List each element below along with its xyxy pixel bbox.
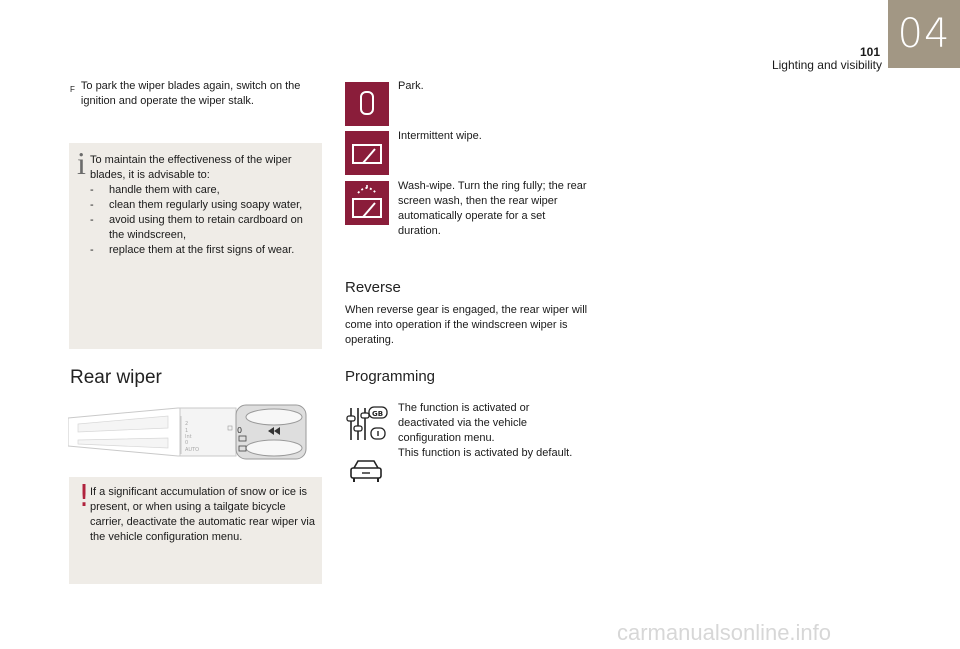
settings-sliders-icon: [344, 404, 390, 449]
warning-text: If a significant accumulation of snow or ice is present, or when using a tailgate bicycle carrier, deactivate the automatic rear wiper via the vehicle configuration menu.: [90, 486, 315, 543]
warning-icon: !: [78, 479, 91, 514]
list-item: - clean them regularly using soapy water,: [90, 199, 303, 211]
bullet-flag-icon: F: [70, 85, 75, 94]
svg-text:0: 0: [185, 440, 189, 446]
programming-heading: Programming: [345, 368, 436, 385]
info-list: [90, 183, 316, 258]
list-item: - replace them at the first signs of wear.: [90, 244, 295, 256]
section-title: Lighting and visibility: [771, 58, 882, 72]
svg-text:Int: Int: [185, 434, 192, 440]
wash-wipe-icon: [345, 181, 389, 225]
wiper-stalk-illustration: [68, 402, 322, 462]
intermittent-wipe-icon: [345, 131, 389, 175]
list-item: - avoid using them to retain cardboard on the windscreen,: [90, 214, 303, 241]
reverse-heading: Reverse: [345, 279, 401, 296]
rear-wiper-heading: Rear wiper: [70, 367, 162, 388]
park-instruction-text: To park the wiper blades again, switch on the ignition and operate the wiper stalk.: [80, 80, 301, 107]
info-icon: i: [77, 145, 86, 181]
svg-text:2: 2: [185, 421, 189, 427]
info-intro: To maintain the effectiveness of the wiper blades, it is advisable to:: [90, 154, 292, 181]
svg-text:AUTO: AUTO: [185, 447, 200, 453]
vehicle-icon: [344, 458, 388, 489]
warning-box: [69, 477, 322, 584]
wash-wipe-label: Wash-wipe. Turn the ring fully; the rear screen wash, then the rear wiper automatically operate for a set duration.: [398, 180, 587, 237]
chapter-tab: [888, 0, 960, 68]
programming-text-2: This function is activated by default.: [398, 447, 573, 459]
programming-text: [398, 401, 588, 461]
info-box: [69, 143, 322, 349]
chapter-number: 04: [897, 11, 951, 57]
intermittent-wipe-label: Intermittent wipe.: [398, 130, 482, 142]
park-icon: [345, 82, 389, 126]
park-label: Park.: [398, 80, 424, 92]
page-number: 101: [859, 45, 880, 59]
programming-text-1: The function is activated or deactivated via the vehicle configuration menu.: [398, 402, 530, 444]
park-instruction: [70, 79, 320, 109]
reverse-text: When reverse gear is engaged, the rear wiper will come into operation if the windscreen wiper is operating.: [345, 304, 588, 346]
list-item: - handle them with care,: [90, 184, 220, 196]
svg-text:0: 0: [237, 426, 243, 435]
watermark: carmanualsonline.info: [617, 620, 832, 645]
svg-text:GB: GB: [372, 410, 384, 418]
info-content: [90, 153, 316, 258]
svg-text:1: 1: [185, 428, 189, 434]
